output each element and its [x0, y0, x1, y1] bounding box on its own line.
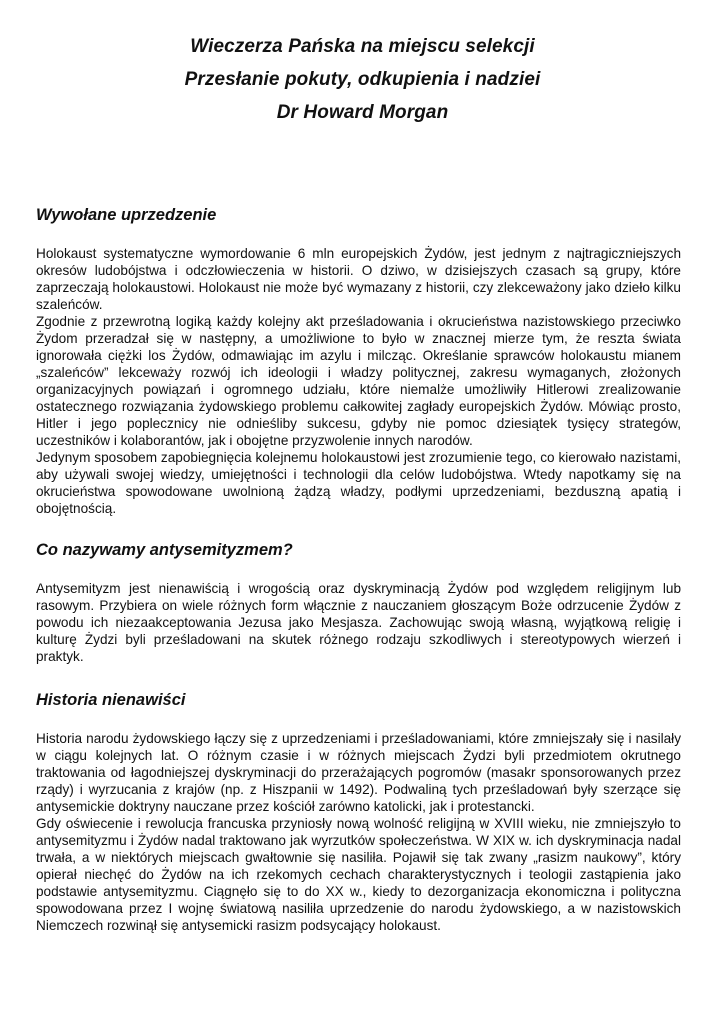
paragraph: Historia narodu żydowskiego łączy się z uprzedzeniami i prześladowaniami, które zmniejszały się i nasilały w ciągu kolejnych lat. O różnym czasie i w różnych miejscach Żydzi byli przedmiotem okrutnego traktowania od łagodniejszej dyskryminacji do przerażających pogromów (masakr sponsorowanych przez rządy) i wyrzucania z krajów (np. z Hiszpanii w 1492). Podwaliną tych prześladowań były szerzące się antysemickie doktryny nauczane przez kościół zarówno katolicki, jak i protestancki. [36, 731, 681, 814]
section-heading: Co nazywamy antysemityzmem? [36, 541, 293, 559]
document-title: Wieczerza Pańska na miejscu selekcji [190, 36, 535, 57]
paragraph: Gdy oświecenie i rewolucja francuska przyniosły nową wolność religijną w XVIII wieku, nie zmniejszyło to antysemityzmu i Żydów nadal traktowano jak wyrzutków społeczeństwa. W XIX w. ich dyskryminacja nadal trwała, a w niektórych miejscach gwałtownie się nasiliła. Pojawił się tak zwany „rasizm naukowy”, który opierał niechęć do Żydów na ich rzekomych cechach charakterystycznych i teologii zastąpienia jako podstawie antysemityzmu. Ciągnęło się to do XX w., kiedy to dezorganizacja ekonomiczna i polityczna spowodowana przez I wojnę światową nasiliła uprzedzenie do narodu żydowskiego, a w nazistowskich Niemczech rozwinął się antysemicki rasizm podsycający holokaust. [36, 816, 681, 933]
title-block [0, 30, 725, 129]
section-history [36, 690, 681, 934]
section-heading: Historia nienawiści [36, 691, 186, 709]
section-heading: Wywołane uprzedzenie [36, 206, 217, 224]
paragraph: Holokaust systematyczne wymordowanie 6 mln europejskich Żydów, jest jednym z najtragiczniejszych okresów ludobójstwa i odczłowieczenia w historii. O dziwo, w dzisiejszych czasach są grupy, które zaprzeczają holokaustowi. Holokaust nie może być wymazany z historii, czy zlekceważony jako dzieło kilku szaleńców. [36, 246, 681, 312]
document-author: Dr Howard Morgan [276, 102, 449, 123]
document-subtitle: Przesłanie pokuty, odkupienia i nadziei [184, 69, 541, 90]
paragraph: Jedynym sposobem zapobiegnięcia kolejnemu holokaustowi jest zrozumienie tego, co kierowało nazistami, aby używali swojej wiedzy, umiejętności i technologii dla celów ludobójstwa. Wtedy napotkamy się na okrucieństwa spowodowane uwolnioną żądzą władzy, podłymi uprzedzeniami, bezduszną apatią i obojętnością. [36, 450, 681, 516]
paragraph: Antysemityzm jest nienawiścią i wrogością oraz dyskryminacją Żydów pod względem religijnym lub rasowym. Przybiera on wiele różnych form włącznie z nauczaniem głoszącym Boże odrzucenie Żydów z powodu ich niezaakceptowania Jezusa jako Mesjasza. Zachowując swoją własną, wyjątkową religię i kulturę Żydzi byli prześladowani na skutek różnego rodzaju szkodliwych i stereotypowych wierzeń i praktyk. [36, 581, 681, 664]
paragraph: Zgodnie z przewrotną logiką każdy kolejny akt prześladowania i okrucieństwa nazistowskiego przeciwko Żydom przeradzał się w następny, a umożliwione to było w znacznej mierze tym, że reszta świata ignorowała ciężki los Żydów, odmawiając im azylu i milcząc. Określanie sprawców holokaustu mianem „szaleńców” lekceważy rozwój ich ideologii i władzy politycznej, zakresu wymaganych, złożonych organizacyjnych powiązań i ogromnego udziału, które niemalże umożliwiły Hitlerowi zrealizowanie ostatecznego rozwiązania żydowskiego problemu całkowitej zagłady europejskich Żydów. Mówiąc prosto, Hitler i jego poplecznicy nie odnieśliby sukcesu, gdyby nie pomoc dziesiątek tysięcy strategów, uczestników i kolaborantów, jak i obojętne przyzwolenie innych narodów. [36, 314, 681, 448]
section-antisemitism [36, 540, 681, 665]
section-prejudice [36, 205, 681, 517]
